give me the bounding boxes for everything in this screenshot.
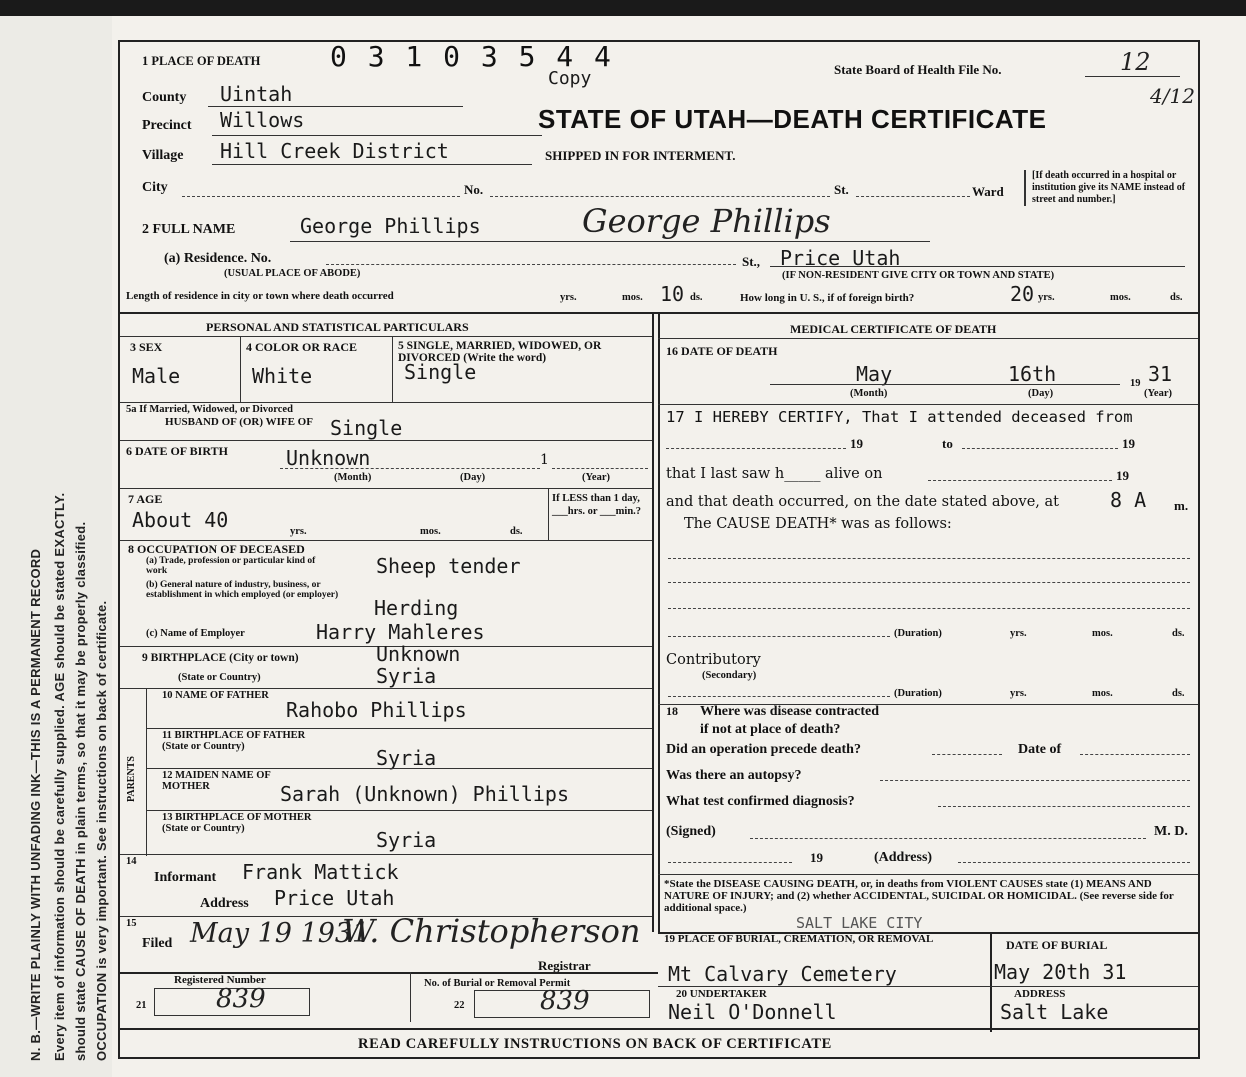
mother-name-label: 12 MAIDEN NAME OF MOTHER [162, 770, 271, 792]
margin-note-1: N. B.—WRITE PLAINLY WITH UNFADING INK—THIS IS A PERMANENT RECORD [28, 548, 43, 1061]
dob-day-caption: (Day) [460, 472, 486, 483]
death-year-caption: (Year) [1144, 388, 1172, 399]
md-label: M. D. [1154, 824, 1188, 839]
dob-value: Unknown [286, 446, 371, 470]
birthplace-country-value: Syria [376, 664, 437, 688]
nonresident-note: (IF NON-RESIDENT GIVE CITY OR TOWN AND STATE) [782, 270, 1055, 281]
burial-permit-value: 839 [540, 986, 590, 1016]
city-st-label: St. [834, 182, 849, 197]
cause-footnote: *State the DISEASE CAUSING DEATH, or, in deaths from VIOLENT CAUSES state (1) MEANS AND NATURE OF INJURY; and (2) whether ACCIDENTAL, SUICIDAL OR HOMICIDAL. (See reverse side for additional space.) [664, 878, 1174, 914]
undertaker-address-label: ADDRESS [1014, 988, 1066, 1000]
margin-instructions [0, 16, 112, 1077]
marital-label: 5 SINGLE, MARRIED, WIDOWED, OR DIVORCED (Write the word) [398, 340, 602, 364]
duration-mos-1: mos. [1092, 628, 1113, 639]
signed-address-label: (Address) [874, 850, 933, 865]
sex-value: Male [132, 364, 181, 388]
dob-month-caption: (Month) [334, 472, 372, 483]
secondary-label: (Secondary) [702, 670, 757, 681]
full-name-signature: George Phillips [582, 202, 831, 240]
age-yrs: yrs. [290, 526, 307, 537]
hospital-bracket-note: [If death occurred in a hospital or institution give its NAME instead of street and number.] [1024, 170, 1202, 206]
salt-lake-stamp: SALT LAKE CITY [796, 914, 923, 932]
in-us-mos: mos. [1110, 292, 1131, 303]
village-value: Hill Creek District [220, 139, 449, 163]
informant-address-label: Address [200, 896, 249, 911]
state-board-label: State Board of Health File No. [834, 62, 1002, 77]
filed-number: 15 [126, 918, 137, 929]
last-saw-19: 19 [1116, 468, 1129, 483]
color-label: 4 COLOR OR RACE [246, 340, 358, 354]
occ-b-value: Herding [374, 596, 459, 620]
death-month-value: May [856, 362, 893, 386]
occ-a-label: (a) Trade, profession or particular kind of work [146, 556, 316, 576]
spouse-label-1: 5a If Married, Widowed, or Divorced [126, 404, 293, 415]
q18-number: 18 [666, 704, 678, 718]
dob-year-caption: (Year) [582, 472, 610, 483]
duration-yrs-1: yrs. [1010, 628, 1027, 639]
contributory-label: Contributory [666, 652, 761, 668]
occ-a-value: Sheep tender [376, 554, 521, 578]
in-us-label: How long in U. S., if of foreign birth? [740, 292, 915, 304]
residence-value: Price Utah [780, 246, 901, 270]
filed-date-value: May 19 1931 [190, 918, 370, 949]
death-day-caption: (Day) [1028, 388, 1054, 399]
registered-num-label: 21 [136, 1000, 147, 1011]
certify-19-b: 19 [1122, 436, 1135, 451]
in-us-ds: ds. [1170, 292, 1183, 303]
footer-instructions: READ CAREFULLY INSTRUCTIONS ON BACK OF CERTIFICATE [358, 1036, 832, 1052]
age-value: About 40 [132, 508, 229, 532]
registered-value: 839 [216, 984, 266, 1014]
medical-header: MEDICAL CERTIFICATE OF DEATH [790, 322, 997, 336]
duration-yrs-2: yrs. [1010, 688, 1027, 699]
county-value: Uintah [220, 82, 293, 106]
registrar-signature: W. Christopherson [342, 912, 641, 950]
test-label: What test confirmed diagnosis? [666, 794, 855, 809]
duration-label-1: (Duration) [894, 628, 942, 639]
undertaker-label: 20 UNDERTAKER [676, 988, 767, 1000]
father-name-label: 10 NAME OF FATHER [162, 690, 269, 701]
less-than-day-label: If LESS than 1 day, ___hrs. or ___min.? [552, 493, 642, 517]
last-saw-text: that I last saw h_____ alive on [666, 466, 883, 482]
occurred-text: and that death occurred, on the date stated above, at [666, 494, 1059, 510]
color-value: White [252, 364, 313, 388]
death-month-caption: (Month) [850, 388, 888, 399]
certify-19-a: 19 [850, 436, 863, 451]
village-label: Village [142, 148, 184, 163]
burial-permit-label: No. of Burial or Removal Permit [424, 978, 571, 989]
occ-c-value: Harry Mahleres [316, 620, 485, 644]
shipped-label: SHIPPED IN FOR INTERMENT. [545, 148, 736, 163]
ward-label: Ward [972, 184, 1004, 199]
death-year-value: 31 [1148, 362, 1173, 386]
age-mos: mos. [420, 526, 441, 537]
duration-ds-1: ds. [1172, 628, 1185, 639]
precinct-value: Willows [220, 108, 305, 132]
informant-value: Frank Mattick [242, 860, 399, 884]
duration-ds-2: ds. [1172, 688, 1185, 699]
place-of-death-label: 1 PLACE OF DEATH [142, 54, 261, 68]
occ-b-label: (b) General nature of industry, business, or establishment in which employed (or employer) [146, 580, 339, 600]
undertaker-value: Neil O'Donnell [668, 1000, 837, 1024]
burial-date-label: DATE OF BURIAL [1006, 938, 1108, 952]
full-name-value: George Phillips [300, 214, 481, 238]
state-board-number: 12 [1120, 48, 1151, 76]
duration-label-2: (Duration) [894, 688, 942, 699]
city-label: City [142, 180, 168, 195]
mother-birthplace-value: Syria [376, 828, 437, 852]
length-residence-label: Length of residence in city or town where death occurred [126, 290, 394, 302]
margin-note-4: OCCUPATION is very important. See instructions on back of certificate. [94, 600, 109, 1061]
occ-c-label: (c) Name of Employer [146, 628, 245, 639]
serial-number: 0 3 1 0 3 5 4 4 [330, 40, 613, 73]
informant-label: Informant [154, 870, 217, 885]
q18-sub: if not at place of death? [700, 722, 841, 737]
registrar-label: Registrar [538, 958, 591, 973]
copy-mark: Copy [548, 68, 592, 89]
spouse-value: Single [330, 416, 403, 440]
operation-date-label: Date of [1018, 742, 1062, 757]
q18-label: Where was disease contracted [700, 704, 879, 719]
age-ds: ds. [510, 526, 523, 537]
burial-place-label: 19 PLACE OF BURIAL, CREMATION, OR REMOVAL [664, 933, 934, 945]
sex-label: 3 SEX [130, 340, 163, 354]
undertaker-address-value: Salt Lake [1000, 1000, 1109, 1024]
mother-birthplace-label: 13 BIRTHPLACE OF MOTHER (State or Country) [162, 812, 312, 834]
personal-header: PERSONAL AND STATISTICAL PARTICULARS [206, 320, 469, 334]
dob-label: 6 DATE OF BIRTH [126, 444, 228, 458]
death-day-value: 16th [1008, 362, 1057, 386]
father-birthplace-value: Syria [376, 746, 437, 770]
operation-label: Did an operation precede death? [666, 742, 861, 757]
death-time-suffix: m. [1174, 498, 1189, 513]
in-us-yrs: yrs. [1038, 292, 1055, 303]
marital-value: Single [404, 360, 477, 384]
autopsy-label: Was there an autopsy? [666, 768, 802, 783]
scan-top-edge [0, 0, 1246, 16]
length-mos: mos. [622, 292, 643, 303]
length-days-value: 10 [660, 282, 685, 306]
date-of-death-label: 16 DATE OF DEATH [666, 344, 778, 358]
occupation-label: 8 OCCUPATION OF DECEASED [128, 542, 305, 556]
death-time-value: 8 A [1110, 488, 1147, 512]
residence-st-label: St., [742, 254, 761, 269]
filed-label: Filed [142, 936, 173, 951]
father-name-value: Rahobo Phillips [286, 698, 467, 722]
city-no-label: No. [464, 182, 484, 197]
signed-label: (Signed) [666, 824, 716, 839]
usual-abode-label: (USUAL PLACE OF ABODE) [224, 268, 361, 279]
burial-date-value: May 20th 31 [994, 960, 1127, 984]
state-board-sub: 4/12 [1150, 84, 1195, 108]
county-label: County [142, 90, 187, 105]
birthplace-state-label: (State or Country) [178, 672, 261, 683]
certify-text: 17 I HEREBY CERTIFY, That I attended deceased from [666, 408, 1133, 426]
mother-name-value: Sarah (Unknown) Phillips [280, 782, 569, 806]
burial-permit-num-label: 22 [454, 1000, 465, 1011]
death-year-prefix: 19 [1130, 378, 1141, 389]
length-ds: ds. [690, 292, 703, 303]
precinct-label: Precinct [142, 118, 192, 133]
length-yrs: yrs. [560, 292, 577, 303]
duration-mos-2: mos. [1092, 688, 1113, 699]
residence-label: (a) Residence. No. [164, 251, 272, 266]
parents-label: PARENTS [126, 756, 137, 802]
spouse-label-2: HUSBAND OF (OR) WIFE OF [165, 416, 313, 428]
certify-to: to [942, 436, 953, 451]
in-us-value: 20 [1010, 282, 1035, 306]
document-title: STATE OF UTAH—DEATH CERTIFICATE [538, 104, 1047, 134]
birthplace-label: 9 BIRTHPLACE (City or town) [142, 652, 299, 664]
cause-label: The CAUSE DEATH* was as follows: [684, 516, 952, 532]
registered-label: Registered Number [174, 974, 266, 986]
certificate-form: 1 PLACE OF DEATH Copy State Board of Health File No. 12 4/12 STATE OF UTAH—DEATH CERTIFICATE County Uintah Precinct Willows Village Hill Creek District SHIPPED IN FOR INTERMENT. City No. St. Ward [If death occurred in a hospital or institution give its NAME instead of street and number.] 2 FULL NAME George Phillips George Phillips (a) Residence. No. (USUAL PLACE OF ABODE) St., Price Utah (IF NON-RESIDENT GIVE CITY OR TOWN AND STATE) Length of residence in city or town where death occurred yrs. mos. 10 ds. How long in U. S., if of foreign birth? 20 yrs. mos. ds. PERSONAL AND STATISTICAL PARTICULARS 3 SEX Male 4 COLOR OR RACE White 5 SINGLE, MARRIED, WIDOWED, OR DIVORCED (Write the word) Single 5a If Married, Widowed, or Divorced HUSBAND OF (OR) WIFE OF Single 6 DATE OF BIRTH Unknown 1 (Month) (Day) (Year) 7 AGE About 40 yrs. mos. ds. If LESS than 1 day, ___hrs. or ___min.? 8 OCCUPATION OF DECEASED (a) Trade, profession or particular kind of work Sheep tender (b) General nature of industry, business, or establishment in which employed (or employer) Herding (c) Name of Employer Harry Mahleres 9 BIRTHPLACE (City or town) Unknown (State or Country) Syria PARENTS 10 NAME OF FATHER Rahobo Phillips 11 BIRTHPLACE OF FATHER (State or Country) Syria 12 MAIDEN NAME OF MOTHER Sarah (Unknown) Phillips 13 BIRTHPLACE OF MOTHER (State or Country) Syria 14 Informant Frank Mattick Address Price Utah 15 Filed May 19 1931 W. Christopherson Registrar Registered Number 21 839 No. of Burial or Removal Permit 22 839 MEDICAL CERTIFICATE OF DEATH 16 DATE OF DEATH May 16th 19 31 (Month) (Day) (Year) 17 I HEREBY CERTIFY, That I attended deceased from 19 to 19 that I last saw h_____ alive on 19 and that death occurred, on the date stated above, at 8 A m. The CAUSE DEATH* was as follows: (Duration) yrs. mos. ds. Contributory (Secondary) (Duration) yrs. mos. ds. 18 Where was disease contracted if not at place of death? Did an operation precede death? Date of Was there an autopsy? What test confirmed diagnosis? (Signed) M. D. 19 (Address) *State the DISEASE CAUSING DEATH, or, in deaths from VIOLENT CAUSES state (1) MEANS AND NATURE OF INJURY; and (2) whether ACCIDENTAL, SUICIDAL OR HOMICIDAL. (See reverse side for additional space.) SALT LAKE CITY 19 PLACE OF BURIAL, CREMATION, OR REMOVAL Mt Calvary Cemetery DATE OF BURIAL May 20th 31 20 UNDERTAKER Neil O'Donnell ADDRESS Salt Lake READ CAREFULLY INSTRUCTIONS ON BACK OF CERTIFICATE [118, 40, 1200, 1059]
informant-number: 14 [126, 856, 137, 867]
margin-note-3: should state CAUSE OF DEATH in plain terms, so that it may be properly classified. [73, 521, 88, 1061]
age-label: 7 AGE [128, 492, 163, 506]
full-name-label: 2 FULL NAME [142, 222, 236, 237]
informant-address-value: Price Utah [274, 886, 395, 910]
birthplace-city-value: Unknown [376, 642, 461, 666]
signed-19: 19 [810, 850, 823, 865]
burial-place-value: Mt Calvary Cemetery [668, 962, 897, 986]
father-birthplace-label: 11 BIRTHPLACE OF FATHER (State or Country) [162, 730, 306, 752]
margin-note-2: Every item of information should be carefully supplied. AGE should be stated EXACTLY. [52, 492, 67, 1061]
